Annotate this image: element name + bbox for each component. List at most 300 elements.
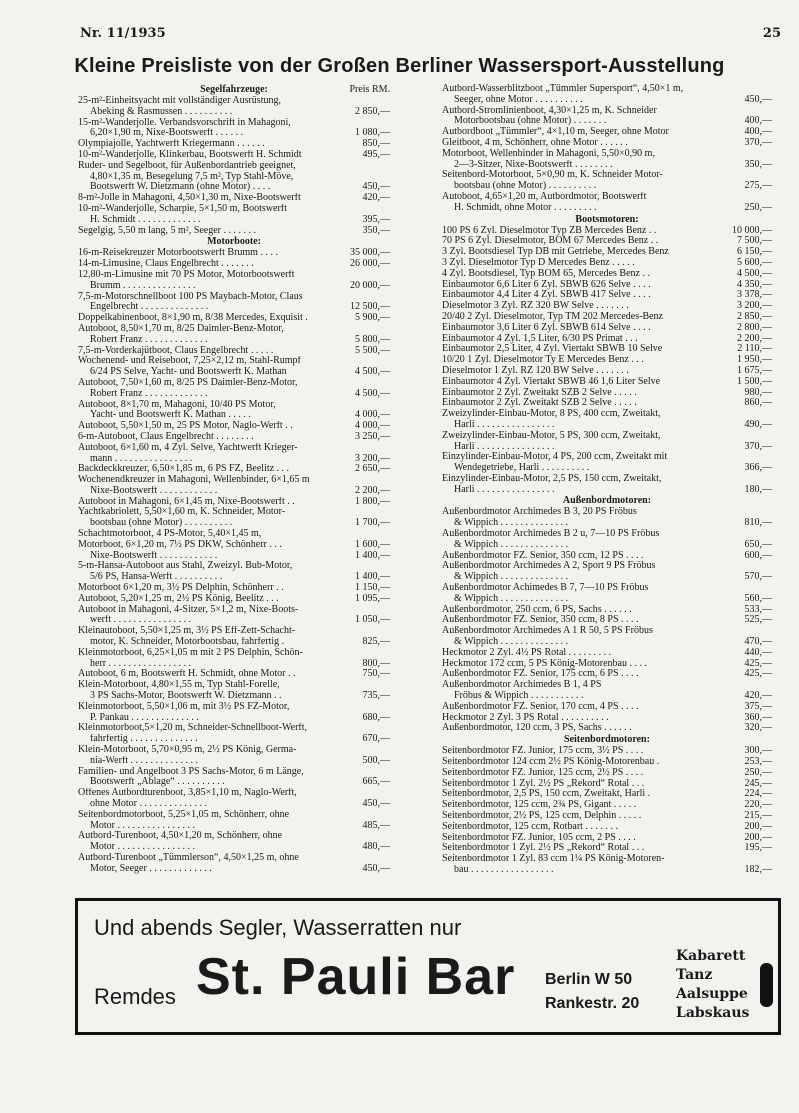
entry-price: 570,— xyxy=(744,571,772,583)
price-list-entry xyxy=(78,96,390,118)
entry-price: 1 095,— xyxy=(355,592,390,604)
entry-description-line: Autbord-Wasserblitzboot „Tümmler Supersport“, 4,50×1 m, xyxy=(442,84,684,94)
entry-price: 2 650,— xyxy=(355,463,390,475)
entry-description-line: Zweizylinder-Einbau-Motor, 5 PS, 300 ccm, Zweitakt, xyxy=(442,430,661,441)
entry-price: 182,— xyxy=(744,863,772,875)
entry-description-line: 20/40 2 Zyl. Dieselmotor, Typ TM 202 Mercedes-Benz xyxy=(442,311,663,322)
entry-price: 600,— xyxy=(744,549,772,561)
price-list-entry xyxy=(78,270,390,292)
price-list-entry xyxy=(442,334,772,345)
entry-price: 2 800,— xyxy=(737,321,772,333)
price-list-entry xyxy=(442,474,772,496)
entry-description-line: 5/6 PS, Hansa-Werft . . . . . . . . . . xyxy=(90,572,223,583)
entry-description-line: Autbord-Turenboot, 4,50×1,20 m, Schönherr, ohne xyxy=(78,831,283,842)
entry-price: 480,— xyxy=(362,841,390,853)
entry-description-line: Motor, Seeger . . . . . . . . . . . . . xyxy=(90,863,212,874)
price-list-entry xyxy=(442,366,772,377)
price-list-entry xyxy=(78,193,390,204)
price-list-entry xyxy=(442,301,772,312)
entry-description-line: Seitenbordmotor 1 Zyl. 83 ccm 1¼ PS König-Motoren- xyxy=(442,854,665,865)
entry-price: 366,— xyxy=(744,462,772,474)
entry-price: 35 000,— xyxy=(350,247,390,259)
entry-price: 680,— xyxy=(362,711,390,723)
price-list-entry xyxy=(78,118,390,140)
price-list-entry xyxy=(78,594,390,605)
entry-price: 2 850,— xyxy=(737,310,772,322)
entry-description-line: Kleinmotorboot, 5,50×1,06 m, mit 3½ PS FZ-Motor, xyxy=(78,701,290,712)
price-list-entry xyxy=(78,810,390,832)
price-list-entry xyxy=(78,648,390,670)
price-list-entry xyxy=(78,551,390,562)
entry-price: 370,— xyxy=(744,440,772,452)
entry-price: 26 000,— xyxy=(350,258,390,270)
entry-price: 370,— xyxy=(744,136,772,148)
entry-price: 1 800,— xyxy=(355,495,390,507)
section-heading-text: Motorboote: xyxy=(207,236,261,248)
price-list-entry xyxy=(78,767,390,789)
entry-description-line: bootsbau (ohne Motor) . . . . . . . . . . xyxy=(454,181,597,192)
entry-description-line: & Wippich . . . . . . . . . . . . . . xyxy=(454,518,569,529)
entry-description-line: Robert Franz . . . . . . . . . . . . . xyxy=(90,388,208,399)
entry-price: 4 500,— xyxy=(355,387,390,399)
entry-description-line: Brumm . . . . . . . . . . . . . . . xyxy=(90,280,196,291)
price-list-entry xyxy=(78,432,390,443)
entry-description-line: werft . . . . . . . . . . . . . . . . xyxy=(90,615,192,626)
entry-description-line: 6/24 PS Selve, Yacht- und Bootswerft K. Mathan xyxy=(90,367,287,378)
price-list-entry xyxy=(78,626,390,648)
price-list-entry xyxy=(442,551,772,562)
entry-description-line: Wochenendkreuzer in Mahagoni, Wellenbinder, 6×1,65 m xyxy=(78,475,310,486)
price-list-entry xyxy=(442,452,772,474)
entry-price: 750,— xyxy=(362,668,390,680)
ad-offering: Labskaus xyxy=(676,1005,750,1021)
section-heading-text: Segelfahrzeuge: xyxy=(200,84,268,95)
price-list-entry xyxy=(442,258,772,269)
entry-price: 4 000,— xyxy=(355,409,390,421)
entry-price: 12 500,— xyxy=(350,301,390,313)
entry-description-line: Heckmotor 2 Zyl. 4½ PS Rotal . . . . . . . . . xyxy=(442,647,612,658)
section-heading-text: Bootsmotoren: xyxy=(575,213,639,225)
price-list-entry xyxy=(78,400,390,422)
entry-description-line: Autbord-Stromlinienboot, 4,30×1,25 m, K. Schneider xyxy=(442,105,657,116)
entry-price: 5 800,— xyxy=(355,333,390,345)
entry-price: 3 378,— xyxy=(737,289,772,301)
entry-description-line: Dieselmotor 3 Zyl. RZ 320 BW Selve . . . . . . . xyxy=(442,301,629,312)
price-list-entry xyxy=(78,421,390,432)
entry-description-line: Autoboot, 8×1,70 m, Mahagoni, 10/40 PS Motor, xyxy=(78,399,276,410)
entry-description-line: Klein-Motorboot, 4,80×1,55 m, Typ Stahl-Forelle, xyxy=(78,680,280,691)
entry-description-line: Doppelkabinenboot, 8×1,90 m, 8/38 Mercedes, Exquisit . xyxy=(78,313,308,324)
entry-description-line: Ruder- und Segelboot, für Außenbordantrieb geeignet, xyxy=(78,160,296,171)
entry-price: 4 000,— xyxy=(355,420,390,432)
entry-description-line: 7,5-m-Vorderkajütboot, Claus Engelbrecht . . . . . xyxy=(78,345,274,356)
section-heading xyxy=(442,495,772,507)
price-list-entry xyxy=(78,346,390,357)
entry-price: 1 080,— xyxy=(355,127,390,139)
price-list-entry xyxy=(78,378,390,400)
issue-number: Nr. 11/1935 xyxy=(80,26,166,41)
entry-description-line: Außenbordmotor Archimedes B 3, 20 PS Fröbus xyxy=(442,507,637,518)
entry-description-line: Autbordboot „Tümmler“, 4×1,10 m, Seeger, ohne Motor xyxy=(442,127,669,138)
price-list-entry xyxy=(442,833,772,844)
entry-price: 6 150,— xyxy=(737,246,772,258)
price-list-entry xyxy=(442,854,772,876)
price-list-entry xyxy=(442,800,772,811)
price-list-entry xyxy=(442,746,772,757)
price-list-entry xyxy=(442,811,772,822)
entry-description-line: bau . . . . . . . . . . . . . . . . . xyxy=(454,864,554,875)
entry-description-line: Motorboot, 6×1,20 m, 7½ PS DKW, Schönherr . . . xyxy=(78,539,282,550)
entry-description-line: Nixe-Bootswerft . . . . . . . . . . . . xyxy=(90,550,218,561)
entry-description-line: Einbaumotor 4,4 Liter 4 Zyl. SBWB 417 Selve . . . . xyxy=(442,290,651,301)
price-list-entry xyxy=(442,170,772,192)
price-list-left-column xyxy=(78,84,390,875)
entry-price: 395,— xyxy=(362,213,390,225)
entry-price: 1 950,— xyxy=(737,354,772,366)
entry-description-line: 2—3-Sitzer, Nixe-Bootswerft . . . . . . . . xyxy=(454,159,613,170)
entry-price: 860,— xyxy=(744,397,772,409)
entry-description-line: Familien- und Angelboot 3 PS Sachs-Motor, 6 m Länge, xyxy=(78,766,304,777)
price-list-entry xyxy=(78,464,390,475)
entry-description-line: fahrfertig . . . . . . . . . . . . . . xyxy=(90,734,198,745)
entry-price: 450,— xyxy=(362,862,390,874)
entry-price: 425,— xyxy=(744,668,772,680)
entry-description-line: Motorboot, Wellenbinder in Mahagoni, 5,50×0,90 m, xyxy=(442,148,655,159)
entry-price: 1 675,— xyxy=(737,364,772,376)
entry-description-line: Seitenbordmotor FZ. Junior, 175 ccm, 3½ PS . . . . xyxy=(442,746,644,757)
entry-description-line: Engelbrecht . . . . . . . . . . . . . . xyxy=(90,302,209,313)
entry-price: 450,— xyxy=(744,93,772,105)
price-list-entry xyxy=(442,702,772,713)
entry-description-line: Außenbordmotor FZ. Senior, 350 ccm, 12 PS . . . . xyxy=(442,550,644,561)
entry-description-line: bootsbau (ohne Motor) . . . . . . . . . . xyxy=(90,518,233,529)
price-list-entry xyxy=(442,507,772,529)
entry-price: 195,— xyxy=(744,842,772,854)
entry-description-line: Autoboot, 7,50×1,60 m, 8/25 PS Daimler-Benz-Motor, xyxy=(78,377,298,388)
entry-price: 450,— xyxy=(362,798,390,809)
section-heading xyxy=(78,84,390,96)
price-list-entry xyxy=(442,312,772,323)
entry-description-line: Harli . . . . . . . . . . . . . . . . xyxy=(454,419,555,430)
entry-description-line: Außenbordmotor, 250 ccm, 6 PS, Sachs . . . . . . xyxy=(442,604,632,615)
entry-description-line: Einzylinder-Einbau-Motor, 2,5 PS, 150 ccm, Zweitakt, xyxy=(442,473,662,484)
entry-description-line: Einbaumotor 2,5 Liter, 4 Zyl. Viertakt SBWB 10 Selve xyxy=(442,344,663,355)
price-list-entry xyxy=(78,259,390,270)
price-list-entry xyxy=(442,779,772,790)
price-list-entry xyxy=(442,757,772,768)
price-list-entry xyxy=(78,161,390,193)
entry-description-line: Einbaumotor 3,6 Liter 6 Zyl. SBWB 614 Selve . . . . xyxy=(442,322,651,333)
entry-description-line: 5-m-Hansa-Autoboot aus Stahl, Zweizyl. Bub-Motor, xyxy=(78,561,293,572)
entry-description-line: Einbaumotor 6,6 Liter 6 Zyl. SBWB 626 Selve . . . . xyxy=(442,279,651,290)
entry-description-line: Einbaumotor 4 Zyl. Viertakt SBWB 46 1,6 Liter Selve xyxy=(442,376,661,387)
entry-description-line: Motor . . . . . . . . . . . . . . . . xyxy=(90,820,195,831)
ad-offerings xyxy=(676,947,749,1023)
price-list-entry xyxy=(442,323,772,334)
entry-description-line: Kleinmotorboot,5×1,20 m, Schneider-Schnellboot-Werft, xyxy=(78,723,308,734)
price-list-entry xyxy=(442,149,772,171)
entry-description-line: Wendegetriebe, Harli . . . . . . . . . . xyxy=(454,463,590,474)
entry-description-line: Heckmotor 2 Zyl. 3 PS Rotal . . . . . . . . . . xyxy=(442,712,609,723)
entry-description-line: Autoboot, 4,65×1,20 m, Autbordmotor, Bootswerft xyxy=(442,191,647,202)
price-list-entry xyxy=(78,248,390,259)
price-list-entry xyxy=(442,84,772,106)
entry-description-line: ohne Motor . . . . . . . . . . . . . . xyxy=(90,799,207,809)
entry-price: 4 500,— xyxy=(737,267,772,279)
entry-description-line: Außenbordmotor Archimedes B 1, 4 PS xyxy=(442,680,602,691)
entry-description-line: Seitenbordmotor 1 Zyl. 2½ PS „Rekord“ Rotal . . . xyxy=(442,843,645,854)
price-list-entry xyxy=(78,204,390,226)
entry-description-line: 12,80-m-Limusine mit 70 PS Motor, Motorbootswerft xyxy=(78,269,295,280)
entry-description-line: 10/20 1 Zyl. Dieselmotor Ty E Mercedes Benz . . . xyxy=(442,355,644,366)
entry-description-line: Seitenbordmotor FZ. Junior, 105 ccm, 2 PS . . . . xyxy=(442,832,636,843)
price-list-entry xyxy=(442,398,772,409)
entry-description-line: 70 PS 6 Zyl. Dieselmotor, BOM 67 Mercedes Benz . . xyxy=(442,236,659,247)
ad-offering: Aalsuppe xyxy=(676,986,748,1002)
entry-description-line: Zweizylinder-Einbau-Motor, 8 PS, 400 ccm, Zweitakt, xyxy=(442,409,661,420)
price-list-entry xyxy=(78,702,390,724)
entry-description-line: Seitenbordmotor, 2½ PS, 125 ccm, Delphin . . . . . xyxy=(442,811,642,821)
entry-description-line: Einbaumotor 4 Zyl. 1,5 Liter, 6/30 PS Primat . . . xyxy=(442,333,638,344)
entry-description-line: Autoboot, 6×1,60 m, 4 Zyl. Selve, Yachtwerft Krieger- xyxy=(78,442,298,453)
ad-prefix: Remdes xyxy=(94,984,176,1009)
price-list-entry xyxy=(78,853,390,875)
entry-description-line: Fröbus & Wippich . . . . . . . . . . . xyxy=(454,691,584,702)
price-list-entry xyxy=(442,626,772,648)
entry-description-line: Kleinautoboot, 5,50×1,25 m, 3½ PS Eff-Zett-Schacht- xyxy=(78,626,296,637)
price-list-entry xyxy=(442,377,772,388)
entry-price: 3 250,— xyxy=(355,430,390,442)
entry-price: 980,— xyxy=(744,386,772,398)
entry-price: 2 200,— xyxy=(737,332,772,344)
entry-description-line: 10-m²-Wanderjolle, Klinkerbau, Bootswerft H. Schmidt xyxy=(78,149,302,160)
price-list-entry xyxy=(78,680,390,702)
entry-price: 200,— xyxy=(744,831,772,843)
price-list-entry xyxy=(442,192,772,214)
entry-price: 5 500,— xyxy=(355,344,390,356)
entry-description-line: & Wippich . . . . . . . . . . . . . . xyxy=(454,539,569,550)
entry-price: 275,— xyxy=(744,180,772,192)
price-list-entry xyxy=(442,280,772,291)
entry-description-line: Heckmotor 172 ccm, 5 PS König-Motorenbau . . . . xyxy=(442,658,647,669)
price-list-entry xyxy=(442,768,772,779)
entry-price: 1 700,— xyxy=(355,517,390,529)
price-list-entry xyxy=(78,723,390,745)
entry-price: 525,— xyxy=(744,614,772,626)
price-list-entry xyxy=(78,324,390,346)
entry-description-line: nia-Werft . . . . . . . . . . . . . . xyxy=(90,755,199,766)
price-list-entry xyxy=(442,659,772,670)
entry-price: 2 200,— xyxy=(355,484,390,496)
entry-description-line: Yacht- und Bootswerft K. Mathan . . . . . xyxy=(90,410,251,421)
entry-description-line: Backdeckkreuzer, 6,50×1,85 m, 6 PS FZ, Beelitz . . . xyxy=(78,464,290,475)
entry-description-line: Autoboot, 8,50×1,70 m, 8/25 Daimler-Benz-Motor, xyxy=(78,323,284,334)
price-column-header: Preis RM. xyxy=(349,84,390,95)
entry-description-line: Seitenbordmotor, 125 ccm, 2¾ PS, Gigant . . . . . xyxy=(442,800,637,811)
price-list-entry xyxy=(442,226,772,237)
entry-price: 5 900,— xyxy=(355,312,390,324)
advertisement-st-pauli-bar xyxy=(75,898,781,1035)
price-list-entry xyxy=(442,269,772,280)
entry-description-line: Seitenbordmotor 1 Zyl. 2½ PS „Rekord“ Rotal . . . xyxy=(442,778,645,789)
page-number: 25 xyxy=(762,26,781,41)
entry-description-line: & Wippich . . . . . . . . . . . . . . xyxy=(454,572,569,583)
price-list-entry xyxy=(442,409,772,431)
section-heading xyxy=(442,734,772,746)
entry-description-line: Außenbordmotor FZ. Senior, 350 ccm, 8 PS . . . . xyxy=(442,615,639,626)
entry-description-line: Seitenbordmotorboot, 5,25×1,05 m, Schönherr, ohne xyxy=(78,809,290,820)
entry-description-line: Einbaumotor 2 Zyl. Zweitakt SZB 2 Selve . . . . . xyxy=(442,387,637,398)
price-list-entry xyxy=(442,723,772,734)
entry-price: 220,— xyxy=(744,799,772,811)
entry-description-line: Harli . . . . . . . . . . . . . . . . xyxy=(454,441,555,452)
entry-price: 425,— xyxy=(744,657,772,669)
price-list-entry xyxy=(442,388,772,399)
entry-price: 495,— xyxy=(362,148,390,160)
entry-price: 180,— xyxy=(744,483,772,495)
entry-description-line: Außenbordmotor Archimedes A 1 R 50, 5 PS Fröbus xyxy=(442,626,653,637)
price-list-entry xyxy=(78,497,390,508)
price-list-entry xyxy=(78,605,390,627)
price-list-entry xyxy=(78,529,390,540)
section-heading-text: Seitenbordmotoren: xyxy=(564,734,650,746)
price-list-entry xyxy=(442,561,772,583)
price-list-entry xyxy=(78,745,390,767)
price-list-entry xyxy=(78,139,390,150)
price-list-entry xyxy=(78,356,390,378)
price-list-entry xyxy=(442,290,772,301)
price-list-entry xyxy=(442,680,772,702)
entry-description-line: 100 PS 6 Zyl. Dieselmotor Typ ZB Mercedes Benz . . xyxy=(442,225,657,236)
price-list-entry xyxy=(442,822,772,833)
entry-description-line: 6-m-Autoboot, Claus Engelbrecht . . . . . . . . xyxy=(78,431,254,442)
price-list-entry xyxy=(78,583,390,594)
entry-price: 420,— xyxy=(744,690,772,702)
entry-description-line: Yachtkabriolett, 5,50×1,60 m, K. Schneider, Motor- xyxy=(78,507,286,518)
entry-description-line: Kleinmotorboot, 6,25×1,05 m mit 2 PS Delphin, Schön- xyxy=(78,647,303,658)
entry-price: 250,— xyxy=(744,201,772,213)
price-list-entry xyxy=(78,669,390,680)
entry-description-line: Seeger, ohne Motor . . . . . . . . . . xyxy=(454,94,583,105)
entry-price: 735,— xyxy=(362,690,390,702)
entry-description-line: Einbaumotor 2 Zyl. Zweitakt SZB 2 Selve . . . . . xyxy=(442,398,637,409)
price-list-entry xyxy=(442,843,772,854)
entry-description-line: 15-m²-Wanderjolle. Verbandsvorschrift in Mahagoni, xyxy=(78,117,291,128)
entry-description-line: Motorbootsbau (ohne Motor) . . . . . . . xyxy=(454,116,607,127)
entry-price: 490,— xyxy=(744,418,772,430)
entry-description-line: Abeking & Rasmussen . . . . . . . . . . xyxy=(90,106,233,117)
section-heading xyxy=(442,214,772,226)
section-heading xyxy=(78,236,390,248)
entry-description-line: Seitenbord-Motorboot, 5×0,90 m, K. Schneider Motor- xyxy=(442,170,663,181)
entry-description-line: & Wippich . . . . . . . . . . . . . . xyxy=(454,593,569,604)
price-list-entry xyxy=(442,127,772,138)
entry-description-line: Klein-Motorboot, 5,70×0,95 m, 2½ PS König, Germa- xyxy=(78,745,297,756)
entry-description-line: Außenbordmotor Archimedes B 2 u, 7—10 PS Fröbus xyxy=(442,529,660,540)
entry-price: 650,— xyxy=(744,538,772,550)
entry-price: 440,— xyxy=(744,646,772,658)
price-list-entry xyxy=(442,648,772,659)
entry-description-line: Seitenbordmotor, 125 ccm, Rotbart . . . . . . . xyxy=(442,821,618,832)
entry-price: 825,— xyxy=(362,636,390,648)
entry-description-line: Autoboot, 5,20×1,25 m, 2½ PS König, Beelitz . . . xyxy=(78,593,279,604)
entry-price: 1 600,— xyxy=(355,538,390,550)
entry-description-line: Autoboot in Mahagoni, 6×1,45 m, Nixe-Bootswerft . . xyxy=(78,496,295,507)
entry-description-line: 4,80×1,35 m, Besegelung 7,5 m², Typ Stahl-Möve, xyxy=(90,171,294,182)
entry-description-line: Robert Franz . . . . . . . . . . . . . xyxy=(90,334,208,345)
entry-description-line: 6,20×1,90 m, Nixe-Bootswerft . . . . . . xyxy=(90,128,244,139)
entry-price: 560,— xyxy=(744,592,772,604)
entry-price: 3 200,— xyxy=(737,300,772,312)
entry-description-line: 7,5-m-Motorschnellboot 100 PS Maybach-Motor, Claus xyxy=(78,291,303,302)
price-list-entry xyxy=(78,292,390,314)
entry-price: 215,— xyxy=(744,810,772,821)
entry-price: 470,— xyxy=(744,636,772,648)
entry-description-line: mann . . . . . . . . . . . . . . . . xyxy=(90,453,193,464)
entry-description-line: Nixe-Bootswerft . . . . . . . . . . . . xyxy=(90,485,218,496)
entry-price: 5 600,— xyxy=(737,256,772,268)
entry-price: 1 400,— xyxy=(355,571,390,583)
price-list-entry xyxy=(442,605,772,616)
entry-description-line: Autoboot in Mahagoni, 4-Sitzer, 5×1,2 m, Nixe-Boots- xyxy=(78,604,299,615)
entry-price: 250,— xyxy=(744,766,772,778)
price-list-entry xyxy=(442,615,772,626)
entry-price: 810,— xyxy=(744,517,772,529)
exclamation-mark-icon xyxy=(760,963,773,1007)
price-list-entry xyxy=(442,669,772,680)
ad-offering: Kabarett xyxy=(676,948,746,964)
entry-price: 420,— xyxy=(362,192,390,204)
ad-tagline: Und abends Segler, Wasserratten nur xyxy=(94,915,462,940)
entry-price: 850,— xyxy=(362,138,390,150)
entry-price: 533,— xyxy=(744,603,772,615)
entry-price: 3 200,— xyxy=(355,452,390,464)
price-list-entry xyxy=(442,106,772,128)
ad-address-street: Rankestr. 20 xyxy=(545,995,640,1012)
entry-price: 10 000,— xyxy=(732,224,772,236)
entry-description-line: Außenbordmotor, 120 ccm, 3 PS, Sachs . . . . . . xyxy=(442,723,632,734)
entry-description-line: 3 PS Sachs-Motor, Bootswerft W. Dietzmann . . xyxy=(90,691,282,702)
entry-price: 800,— xyxy=(362,657,390,669)
entry-description-line: Harli . . . . . . . . . . . . . . . . xyxy=(454,484,555,495)
entry-price: 500,— xyxy=(362,754,390,766)
price-list-entry xyxy=(78,788,390,810)
entry-description-line: Dieselmotor 1 Zyl. RZ 120 BW Selve . . . . . . . xyxy=(442,365,629,376)
price-list-entry xyxy=(442,247,772,258)
entry-price: 253,— xyxy=(744,756,772,768)
entry-description-line: Olympiajolle, Yachtwerft Kriegermann . . . . . . xyxy=(78,139,265,150)
entry-description-line: 8-m²-Jolle in Mahagoni, 4,50×1,30 m, Nixe-Bootswerft xyxy=(78,193,301,204)
entry-price: 1 400,— xyxy=(355,549,390,561)
entry-description-line: Autbord-Turenboot „Tümmlerson“, 4,50×1,25 m, ohne xyxy=(78,852,299,863)
entry-price: 1 500,— xyxy=(737,375,772,387)
entry-description-line: 4 Zyl. Bootsdiesel, Typ BOM 65, Mercedes Benz . . xyxy=(442,268,650,279)
entry-description-line: H. Schmidt, ohne Motor . . . . . . . . . xyxy=(454,202,597,213)
entry-description-line: Bootswerft W. Dietzmann (ohne Motor) . . . . xyxy=(90,182,271,193)
price-list-entry xyxy=(442,529,772,551)
entry-description-line: 3 Zyl. Dieselmotor Typ D Mercedes Benz . . . . . xyxy=(442,257,635,268)
entry-price: 485,— xyxy=(362,819,390,831)
ad-offering: Tanz xyxy=(676,967,713,983)
entry-price: 375,— xyxy=(744,700,772,712)
entry-price: 245,— xyxy=(744,777,772,789)
entry-price: 400,— xyxy=(744,115,772,127)
entry-description-line: Gleitboot, 4 m, Schönherr, ohne Motor . . . . . . xyxy=(442,137,628,148)
entry-description-line: H. Schmidt . . . . . . . . . . . . . xyxy=(90,214,201,225)
entry-description-line: Außenbordmotor Achimedes B 7, 7—10 PS Fröbus xyxy=(442,583,649,594)
entry-description-line: Autoboot, 5,50×1,50 m, 25 PS Motor, Naglo-Werft . . xyxy=(78,421,293,432)
price-list-entry xyxy=(442,138,772,149)
